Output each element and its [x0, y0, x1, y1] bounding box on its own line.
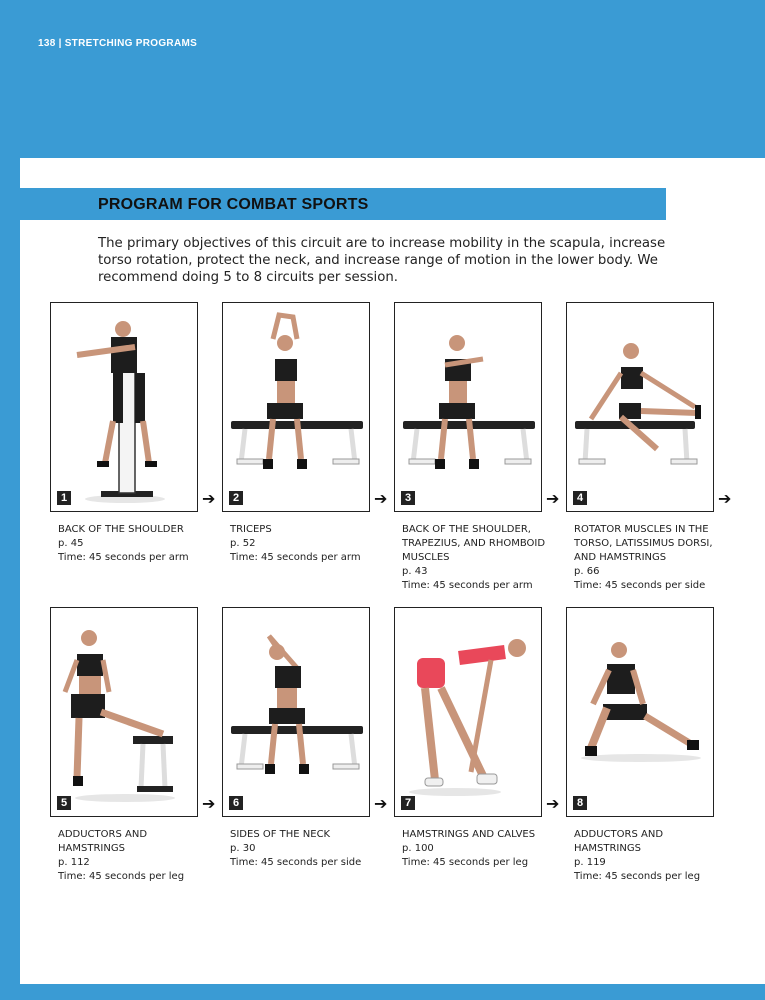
exercise-photo-1 [50, 302, 198, 512]
arrow-right-icon: ➔ [546, 489, 560, 508]
standing-hamstring-calf-stretch-illustration [395, 608, 542, 817]
header-separator: | [58, 38, 62, 49]
time-value: 45 seconds per leg [433, 857, 529, 868]
seated-neck-stretch-illustration [223, 608, 370, 817]
exercise-time [574, 870, 734, 884]
exercise-page-ref: p. 30 [230, 843, 256, 854]
exercise-name: BACK OF THE SHOULDER, TRAPEZIUS, AND RHOMBOID MUSCLES [402, 524, 546, 563]
page-number: 138 [38, 38, 56, 49]
time-label: Time: [58, 871, 86, 882]
exercise-caption-4 [574, 523, 734, 593]
title-bar [20, 188, 666, 220]
seated-shoulder-stretch-illustration [395, 303, 542, 512]
intro-paragraph: The primary objectives of this circuit are to increase mobility in the scapula, increase torso rotation, protect the neck, and increase range of motion in the lower body. We recommend doing 5 to 8 circuits per session. [98, 236, 666, 285]
running-header [38, 38, 197, 49]
section-title: STRETCHING PROGRAMS [64, 38, 198, 49]
arrow-right-icon: ➔ [546, 794, 560, 813]
time-label: Time: [574, 871, 602, 882]
exercise-time [402, 856, 562, 870]
exercise-time [402, 579, 562, 593]
exercise-page-ref: p. 100 [402, 843, 434, 854]
exercise-page-ref: p. 45 [58, 538, 84, 549]
standing-shoulder-stretch-illustration [51, 303, 198, 512]
exercise-page-ref: p. 66 [574, 566, 600, 577]
exercise-caption-2 [230, 523, 390, 565]
arrow-right-icon: ➔ [202, 489, 216, 508]
seated-rotator-stretch-illustration [567, 303, 714, 512]
step-badge: 6 [229, 796, 243, 810]
time-value: 45 seconds per arm [433, 580, 533, 591]
program-title: PROGRAM FOR COMBAT SPORTS [98, 196, 369, 213]
exercise-time [58, 870, 218, 884]
arrow-right-icon: ➔ [374, 794, 388, 813]
exercise-page-ref: p. 43 [402, 566, 428, 577]
exercise-page-ref: p. 112 [58, 857, 90, 868]
exercise-photo-2 [222, 302, 370, 512]
exercise-caption-3 [402, 523, 562, 593]
exercise-photo-8 [566, 607, 714, 817]
exercise-caption-6 [230, 828, 390, 870]
seated-triceps-stretch-illustration [223, 303, 370, 512]
exercise-name: ROTATOR MUSCLES IN THE TORSO, LATISSIMUS DORSI, AND HAMSTRINGS [574, 524, 713, 563]
step-badge: 3 [401, 491, 415, 505]
standing-adductor-stretch-illustration [51, 608, 198, 817]
time-label: Time: [402, 580, 430, 591]
step-badge: 4 [573, 491, 587, 505]
exercise-page-ref: p. 52 [230, 538, 256, 549]
exercise-time [574, 579, 734, 593]
step-badge: 1 [57, 491, 71, 505]
lateral-lunge-stretch-illustration [567, 608, 714, 817]
step-badge: 2 [229, 491, 243, 505]
exercise-photo-4 [566, 302, 714, 512]
time-value: 45 seconds per side [261, 857, 362, 868]
exercise-time [230, 856, 390, 870]
exercise-name: ADDUCTORS AND HAMSTRINGS [574, 829, 664, 854]
exercise-caption-7 [402, 828, 562, 870]
step-badge: 5 [57, 796, 71, 810]
time-value: 45 seconds per leg [605, 871, 701, 882]
time-label: Time: [230, 552, 258, 563]
time-value: 45 seconds per arm [89, 552, 189, 563]
exercise-name: TRICEPS [230, 524, 272, 535]
exercise-time [58, 551, 218, 565]
exercise-name: ADDUCTORS AND HAMSTRINGS [58, 829, 148, 854]
exercise-photo-6 [222, 607, 370, 817]
time-label: Time: [58, 552, 86, 563]
exercise-photo-5 [50, 607, 198, 817]
time-label: Time: [402, 857, 430, 868]
time-value: 45 seconds per side [605, 580, 706, 591]
exercise-caption-8 [574, 828, 734, 884]
time-label: Time: [230, 857, 258, 868]
exercise-name: BACK OF THE SHOULDER [58, 524, 184, 535]
exercise-photo-7 [394, 607, 542, 817]
step-badge: 8 [573, 796, 587, 810]
exercise-name: SIDES OF THE NECK [230, 829, 331, 840]
content-panel [20, 158, 765, 984]
exercise-caption-5 [58, 828, 218, 884]
exercise-page-ref: p. 119 [574, 857, 606, 868]
time-label: Time: [574, 580, 602, 591]
arrow-right-icon: ➔ [374, 489, 388, 508]
exercise-caption-1 [58, 523, 218, 565]
exercise-name: HAMSTRINGS AND CALVES [402, 829, 536, 840]
step-badge: 7 [401, 796, 415, 810]
arrow-right-icon: ➔ [202, 794, 216, 813]
time-value: 45 seconds per leg [89, 871, 185, 882]
time-value: 45 seconds per arm [261, 552, 361, 563]
exercise-time [230, 551, 390, 565]
arrow-right-icon: ➔ [718, 489, 732, 508]
exercise-photo-3 [394, 302, 542, 512]
